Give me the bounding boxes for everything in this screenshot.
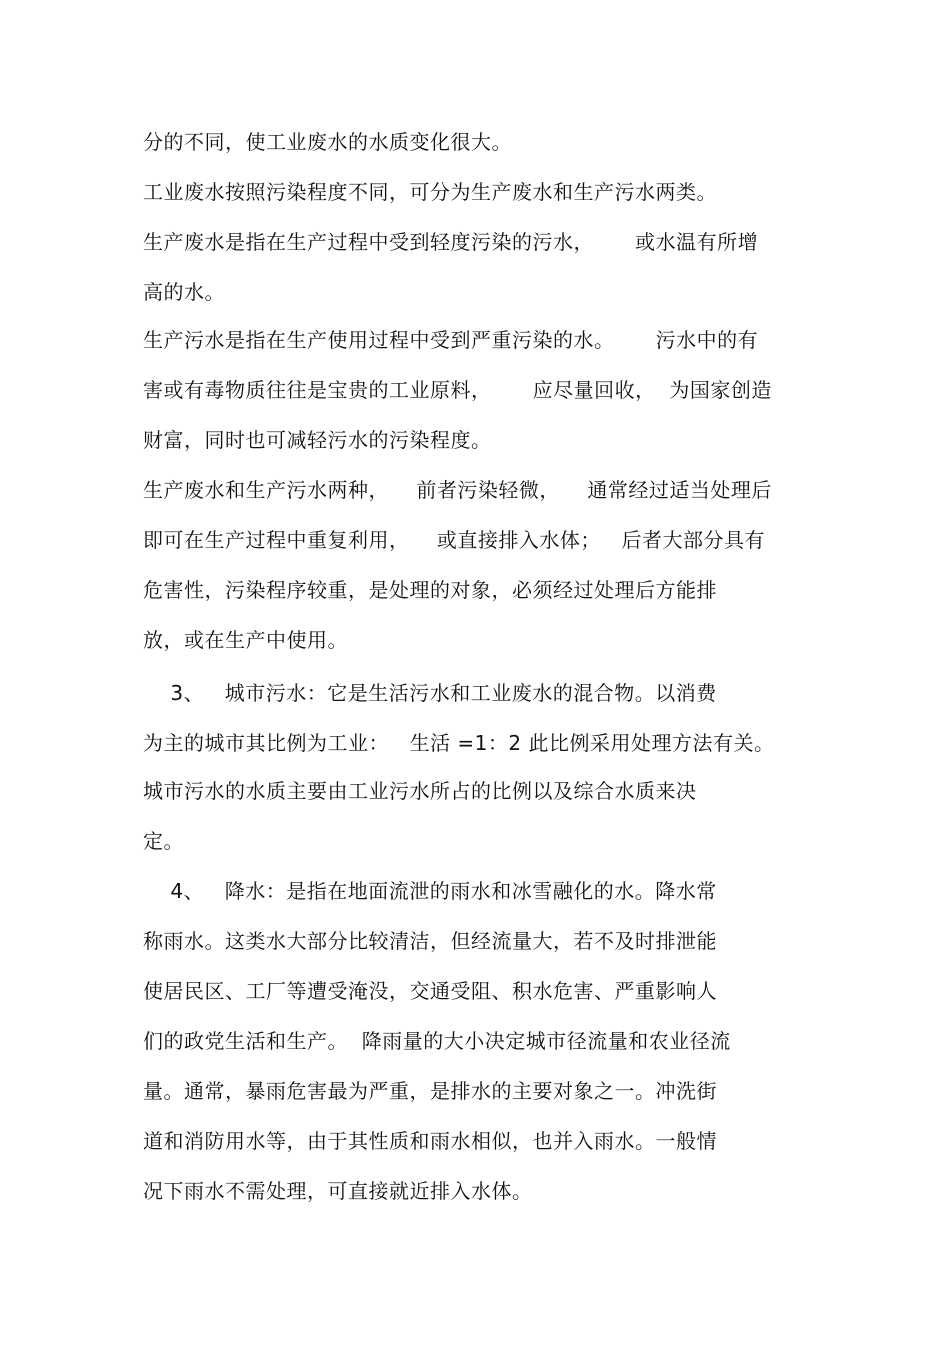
text-line: 3、 城市污水：它是生活污水和工业废水的混合物。以消费 — [143, 681, 717, 705]
text-line: 量。通常，暴雨危害最为严重，是排水的主要对象之一。冲洗街 — [143, 1079, 717, 1103]
text-line: 使居民区、工厂等遭受淹没，交通受阻、积水危害、严重影响人 — [143, 979, 717, 1003]
text-line: 生产污水是指在生产使用过程中受到严重污染的水。 污水中的有 — [143, 328, 759, 352]
text-line: 生产废水是指在生产过程中受到轻度污染的污水， 或水温有所增 — [143, 230, 759, 254]
text-line: 分的不同，使工业废水的水质变化很大。 — [143, 130, 512, 154]
text-line: 况下雨水不需处理，可直接就近排入水体。 — [143, 1179, 533, 1203]
text-line: 即可在生产过程中重复利用， 或直接排入水体； 后者大部分具有 — [143, 528, 766, 552]
text-line: 定。 — [143, 829, 184, 853]
text-line: 害或有毒物质往往是宝贵的工业原料， 应尽量回收， 为国家创造 — [143, 378, 772, 402]
text-line: 为主的城市其比例为工业： 生活 =1：2 此比例采用处理方法有关。 — [143, 731, 775, 755]
text-line: 财富，同时也可减轻污水的污染程度。 — [143, 428, 492, 452]
text-line: 道和消防用水等，由于其性质和雨水相似，也并入雨水。一般情 — [143, 1129, 717, 1153]
text-line: 们的政党生活和生产。 降雨量的大小决定城市径流量和农业径流 — [143, 1029, 731, 1053]
text-line: 4、 降水：是指在地面流泄的雨水和冰雪融化的水。降水常 — [143, 879, 717, 903]
text-line: 生产废水和生产污水两种， 前者污染轻微， 通常经过适当处理后 — [143, 478, 772, 502]
text-line: 危害性，污染程序较重，是处理的对象，必须经过处理后方能排 — [143, 578, 717, 602]
text-line: 高的水。 — [143, 280, 225, 304]
text-line: 放，或在生产中使用。 — [143, 628, 348, 652]
text-line: 称雨水。这类水大部分比较清洁，但经流量大，若不及时排泄能 — [143, 929, 717, 953]
text-line: 工业废水按照污染程度不同，可分为生产废水和生产污水两类。 — [143, 180, 717, 204]
text-line: 城市污水的水质主要由工业污水所占的比例以及综合水质来决 — [143, 779, 697, 803]
